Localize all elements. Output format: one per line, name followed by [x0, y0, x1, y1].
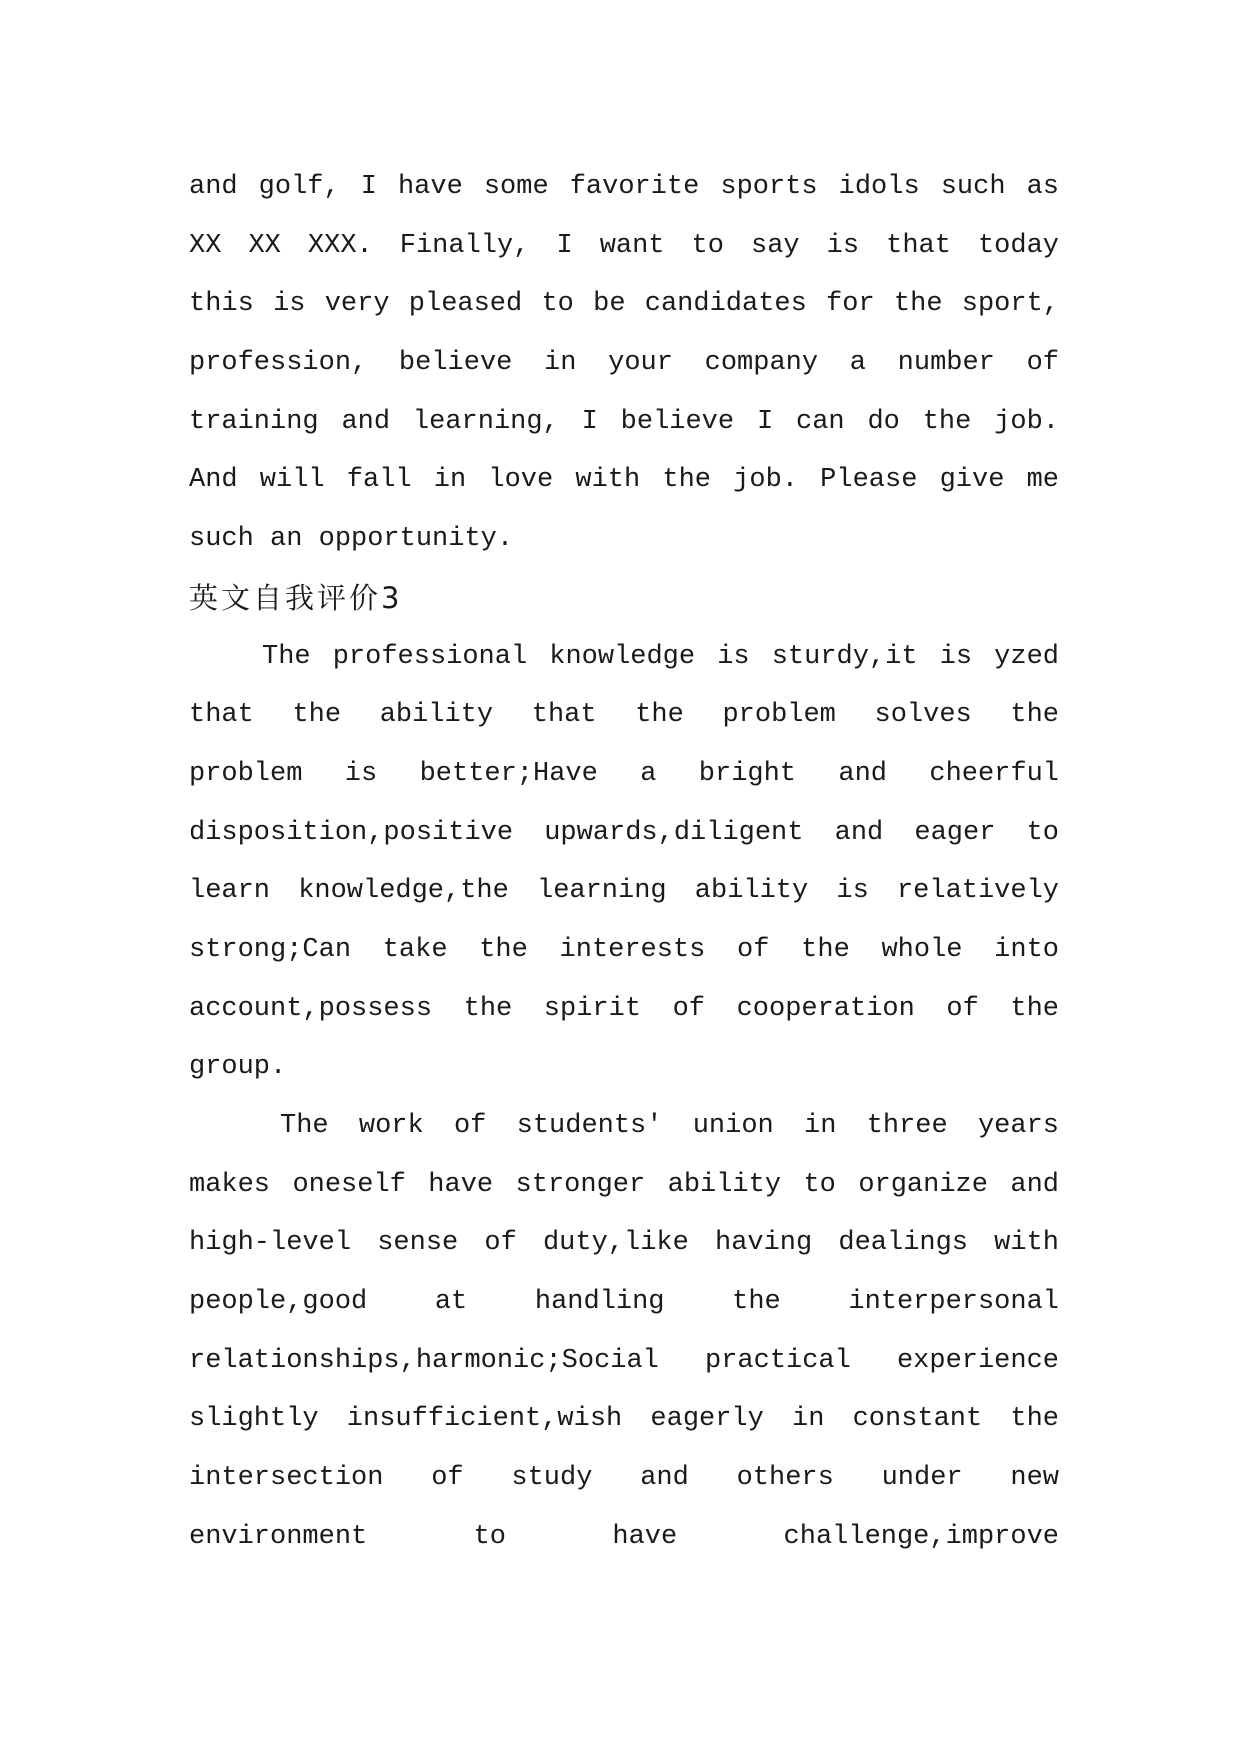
text-line: makes oneself have stronger ability to organize and	[189, 1169, 1059, 1200]
text-line: learn knowledge,the learning ability is relatively	[189, 876, 1059, 907]
section-heading: 英文自我评价3	[189, 580, 403, 615]
text-line: problem is better;Have a bright and cheerful	[189, 758, 1059, 789]
text-line: such an opportunity.	[189, 524, 514, 555]
text-line: intersection of study and others under new	[189, 1463, 1059, 1494]
text-line: And will fall in love with the job. Please give me	[189, 465, 1059, 496]
text-line: and golf, I have some favorite sports idols such as	[189, 172, 1059, 202]
text-line: that the ability that the problem solves the	[189, 700, 1059, 731]
paragraph-knowledge	[189, 628, 1059, 1098]
paragraph-sports	[189, 158, 1059, 569]
text-line: The work of students' union in three years	[280, 1111, 1059, 1141]
text-line: environment to have challenge,improve	[189, 1521, 1059, 1552]
document-body	[189, 158, 1059, 1567]
text-line: this is very pleased to be candidates for the sport,	[189, 289, 1059, 320]
text-line: people,good at handling the interpersonal	[189, 1287, 1059, 1318]
text-line: disposition,positive upwards,diligent and eager to	[189, 817, 1059, 848]
text-line: group.	[189, 1052, 287, 1083]
text-line: account,possess the spirit of cooperation of the	[189, 993, 1059, 1024]
text-line: slightly insufficient,wish eagerly in constant the	[189, 1404, 1059, 1435]
text-line: high-level sense of duty,like having dealings with	[189, 1228, 1059, 1259]
text-line: The professional knowledge is sturdy,it is yzed	[262, 641, 1059, 672]
text-line: XX XX XXX. Finally, I want to say is that today	[189, 230, 1059, 261]
paragraph-students-union	[189, 1097, 1059, 1567]
text-line: strong;Can take the interests of the whole into	[189, 934, 1059, 965]
text-line: training and learning, I believe I can do the job.	[189, 406, 1059, 437]
text-line: relationships,harmonic;Social practical experience	[189, 1345, 1059, 1376]
text-line: profession, believe in your company a number of	[189, 348, 1059, 379]
